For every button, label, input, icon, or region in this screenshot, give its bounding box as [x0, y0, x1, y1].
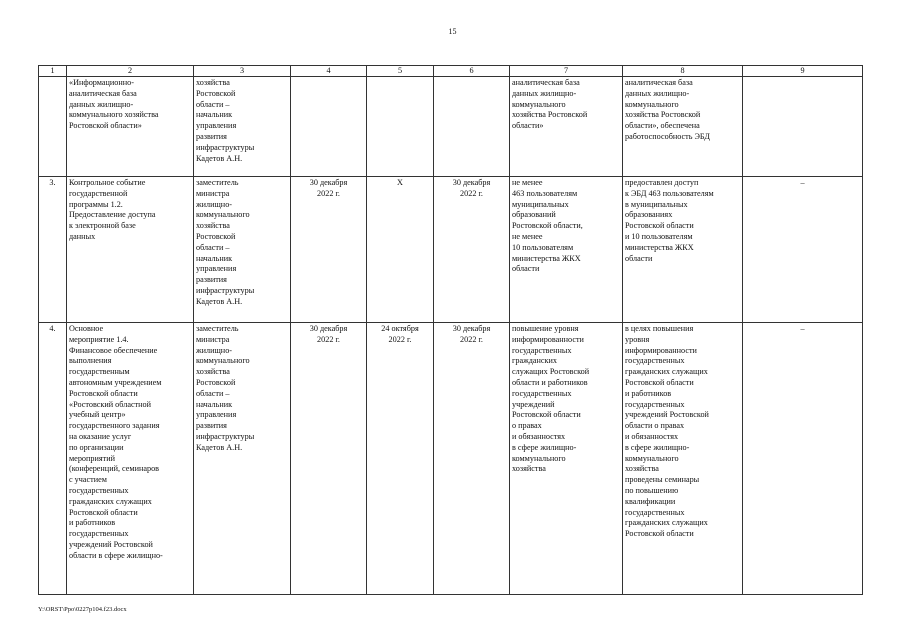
actual-date: Х	[367, 177, 434, 323]
executor: заместитель министра жилищно- коммунального хозяйства Ростовской области – начальник управления развития инфраструктуры Кадетов А.Н.	[194, 177, 291, 323]
plan-date	[291, 77, 367, 177]
table-row	[39, 323, 863, 595]
row-number	[39, 77, 67, 177]
column-header: 2	[67, 66, 194, 77]
column-header: 3	[194, 66, 291, 77]
plan-date: 30 декабря 2022 г.	[291, 323, 367, 595]
control-date: 30 декабря 2022 г.	[434, 177, 510, 323]
page-number: 15	[448, 27, 457, 36]
actual-result: аналитическая база данных жилищно- коммунального хозяйства Ростовской области», обеспечена работоспособность ЭБД	[623, 77, 743, 177]
item-name: «Информационно- аналитическая база данных жилищно- коммунального хозяйства Ростовской области»	[67, 77, 194, 177]
column-header: 1	[39, 66, 67, 77]
plan-date: 30 декабря 2022 г.	[291, 177, 367, 323]
actual-date	[367, 77, 434, 177]
control-date	[434, 77, 510, 177]
row-number: 3.	[39, 177, 67, 323]
table-row	[39, 77, 863, 177]
item-name: Контрольное событие государственной программы 1.2. Предоставление доступа к электронной базе данных	[67, 177, 194, 323]
actual-result: в целях повышения уровня информированности государственных гражданских служащих Ростовской области и работников государственных учреждений Ростовской области о правах и обязанностях в сфере жилищно- коммунального хозяйства проведены семинары по повышению квалификации государственных гражданских служащих Ростовской области	[623, 323, 743, 595]
reason: –	[743, 177, 863, 323]
column-header: 6	[434, 66, 510, 77]
expected-result: повышение уровня информированности государственных гражданских служащих Ростовской области и работников государственных учреждений Ростовской области о правах и обязанностях в сфере жилищно- коммунального хозяйства	[510, 323, 623, 595]
executor: хозяйства Ростовской области – начальник управления развития инфраструктуры Кадетов А.Н.	[194, 77, 291, 177]
expected-result: не менее 463 пользователям муниципальных образований Ростовской области, не менее 10 пользователям министерства ЖКХ области	[510, 177, 623, 323]
column-header: 7	[510, 66, 623, 77]
actual-date: 24 октября 2022 г.	[367, 323, 434, 595]
control-date: 30 декабря 2022 г.	[434, 323, 510, 595]
column-header: 9	[743, 66, 863, 77]
report-table	[38, 65, 863, 595]
executor: заместитель министра жилищно- коммунального хозяйства Ростовской области – начальник управления развития инфраструктуры Кадетов А.Н.	[194, 323, 291, 595]
reason: –	[743, 323, 863, 595]
row-number: 4.	[39, 323, 67, 595]
column-header: 8	[623, 66, 743, 77]
actual-result: предоставлен доступ к ЭБД 463 пользователям в муниципальных образованиях Ростовской области и 10 пользователям министерства ЖКХ области	[623, 177, 743, 323]
column-header: 5	[367, 66, 434, 77]
file-path-footer: Y:\ORST\Ppo\0227p104.f23.docx	[38, 606, 127, 613]
table-row	[39, 177, 863, 323]
item-name: Основное мероприятие 1.4. Финансовое обеспечение выполнения государственным автономным учреждением Ростовской области «Ростовский областной учебный центр» государственного задания на оказание услуг по организации мероприятий (конференций, семинаров с участием государственных гражданских служащих Ростовской области и работников государственных учреждений Ростовской области в сфере жилищно-	[67, 323, 194, 595]
column-numbers-row	[39, 66, 863, 77]
expected-result: аналитическая база данных жилищно- коммунального хозяйства Ростовской области»	[510, 77, 623, 177]
column-header: 4	[291, 66, 367, 77]
reason	[743, 77, 863, 177]
